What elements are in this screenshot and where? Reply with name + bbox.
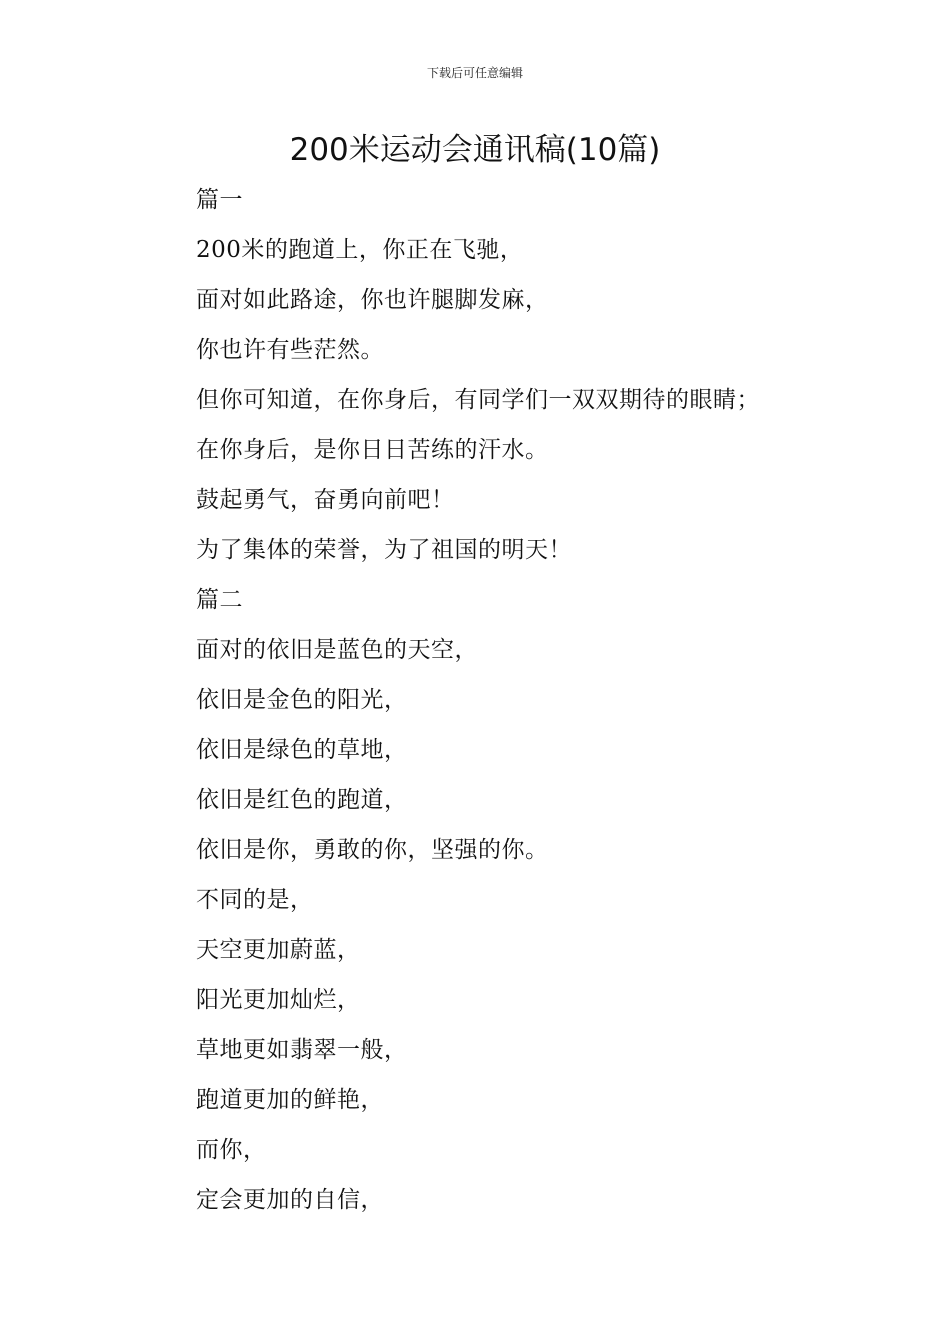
poem-line: 而你， — [196, 1137, 267, 1163]
poem-line: 依旧是你，勇敢的你，坚强的你。 — [196, 837, 549, 863]
poem-line: 依旧是绿色的草地， — [196, 737, 408, 763]
poem-line: 200米的跑道上，你正在飞驰， — [196, 237, 524, 263]
poem-line: 跑道更加的鲜艳， — [196, 1087, 384, 1113]
document-title: 200米运动会通讯稿(10篇) — [289, 132, 661, 168]
poem-line: 依旧是金色的阳光， — [196, 687, 408, 713]
poem-line: 面对如此路途，你也许腿脚发麻， — [196, 287, 549, 313]
section-heading-2: 篇二 — [196, 587, 243, 613]
poem-line: 面对的依旧是蓝色的天空， — [196, 637, 478, 663]
poem-line: 草地更如翡翠一般， — [196, 1037, 408, 1063]
poem-line: 但你可知道，在你身后，有同学们一双双期待的眼睛； — [196, 387, 760, 413]
poem-line: 在你身后，是你日日苦练的汗水。 — [196, 437, 549, 463]
poem-line: 为了集体的荣誉，为了祖国的明天！ — [196, 537, 572, 563]
poem-line: 阳光更加灿烂， — [196, 987, 361, 1013]
poem-line: 定会更加的自信， — [196, 1187, 384, 1213]
poem-line: 依旧是红色的跑道， — [196, 787, 408, 813]
document-body — [196, 175, 896, 1225]
poem-line: 天空更加蔚蓝， — [196, 937, 361, 963]
poem-line: 不同的是， — [196, 887, 314, 913]
poem-line: 你也许有些茫然。 — [196, 337, 384, 363]
section-heading-1: 篇一 — [196, 187, 243, 213]
page-header-note: 下载后可任意编辑 — [426, 66, 523, 80]
poem-line: 鼓起勇气，奋勇向前吧！ — [196, 487, 455, 513]
